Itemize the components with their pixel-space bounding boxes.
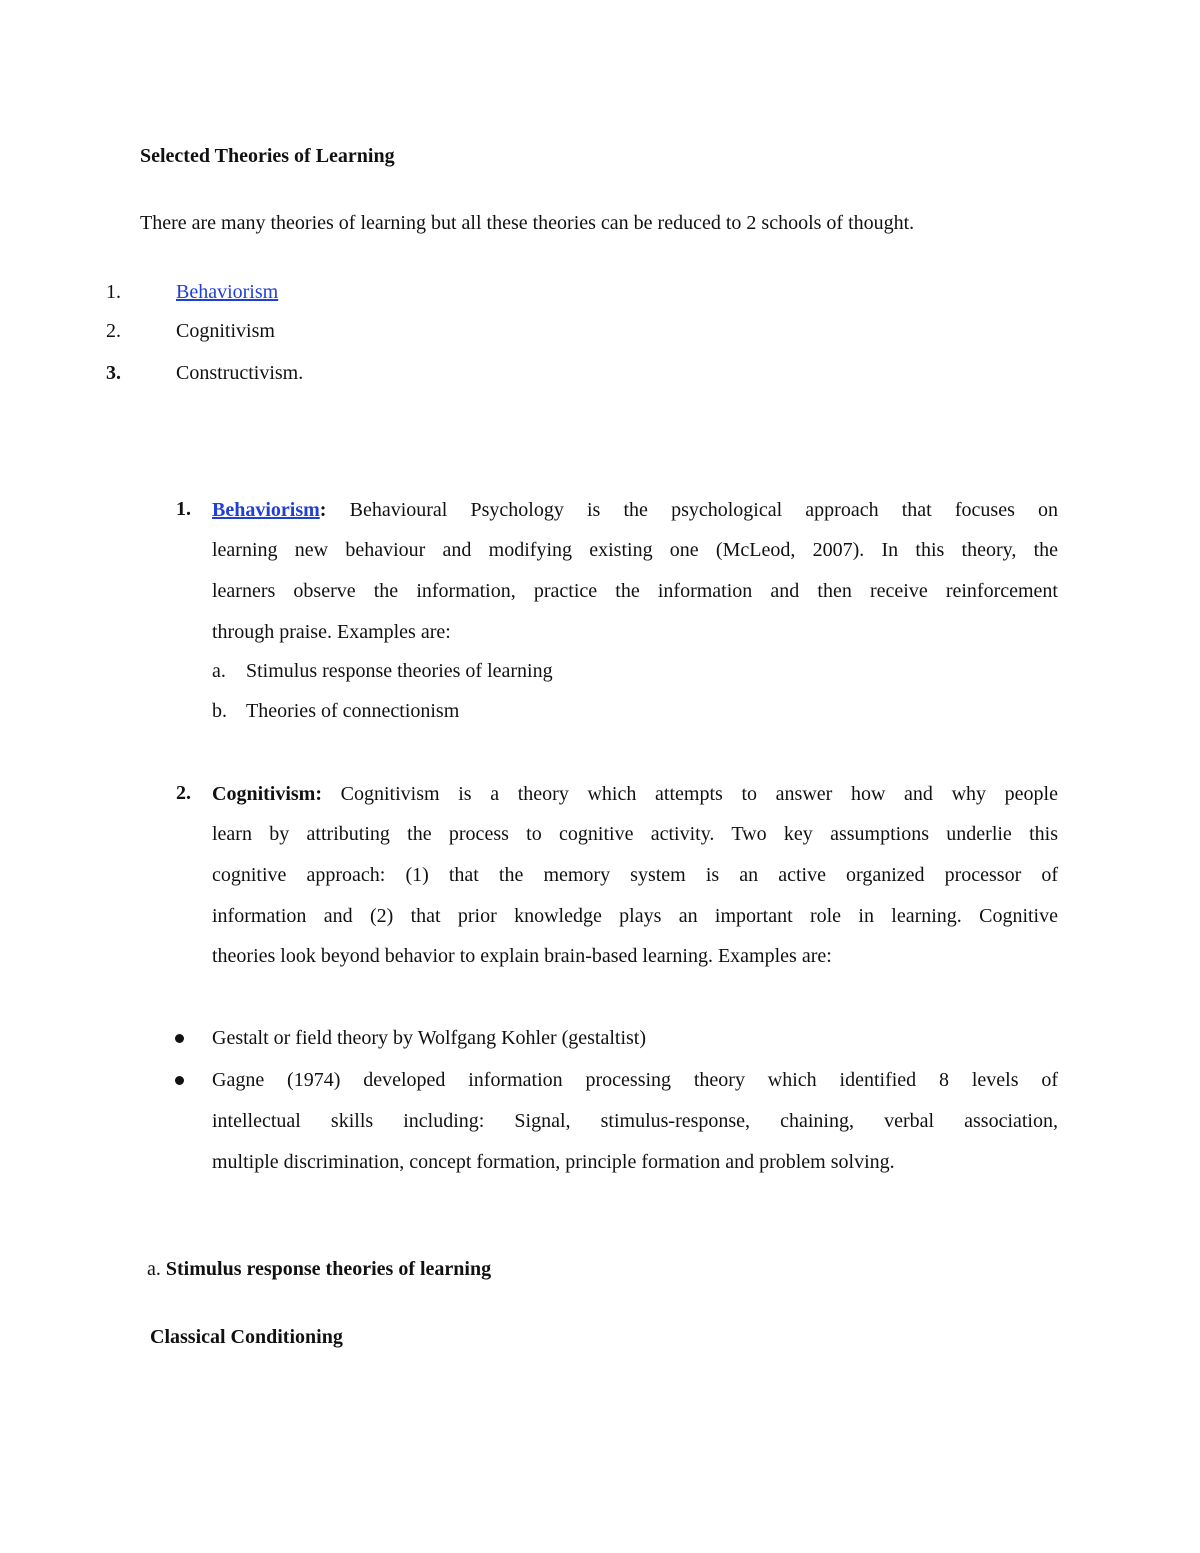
subheading-classical-conditioning: Classical Conditioning [150,1326,343,1348]
subheading-text: Stimulus response theories of learning [165,1258,492,1280]
behaviorism-link[interactable]: Behaviorism [176,281,279,303]
top-list-number: 1. [106,281,121,303]
document-title: Selected Theories of Learning [140,145,395,167]
section-behaviorism-line-3: learners observe the information, practice the information and then receive reinforcement [212,580,1058,602]
example-letter: a. [212,660,226,682]
section-number: 1. [176,498,191,520]
bullet-icon [175,1034,184,1043]
section-cognitivism-text: Cognitivism is a theory which attempts to answer how and why people [340,783,1058,805]
top-list-label: Cognitivism [176,320,275,342]
intro-paragraph: There are many theories of learning but all these theories can be reduced to 2 schools of thought. [140,212,915,234]
bullet-icon [175,1076,184,1085]
section-behaviorism-text: Behavioural Psychology is the psychological approach that focuses on [349,499,1059,521]
section-behaviorism-line-2: learning new behaviour and modifying existing one (McLeod, 2007). In this theory, the [212,539,1058,561]
behaviorism-heading-link[interactable]: Behaviorism [212,499,320,521]
top-list-number: 3. [106,362,121,384]
bullet-line: multiple discrimination, concept formation, principle formation and problem solving. [212,1151,895,1173]
bullet-line: intellectual skills including: Signal, stimulus-response, chaining, verbal association, [212,1110,1058,1132]
subheading-stimulus-response [147,1258,491,1281]
section-cognitivism-line-5: theories look beyond behavior to explain brain-based learning. Examples are: [212,945,832,967]
example-text: Theories of connectionism [246,700,460,722]
section-cognitivism-line-4: information and (2) that prior knowledge plays an important role in learning. Cognitive [212,905,1058,927]
section-number: 2. [176,782,191,804]
section-cognitivism-line-1 [212,782,1058,806]
section-cognitivism-line-2: learn by attributing the process to cognitive activity. Two key assumptions underlie this [212,823,1058,845]
cognitivism-heading: Cognitivism: [212,783,322,805]
top-list-number: 2. [106,320,121,342]
top-list-label: Constructivism. [176,362,304,384]
subheading-prefix: a. [147,1258,161,1280]
section-behaviorism-line-4: through praise. Examples are: [212,621,451,643]
section-cognitivism-line-3: cognitive approach: (1) that the memory system is an active organized processor of [212,864,1058,886]
bullet-line: Gagne (1974) developed information processing theory which identified 8 levels of [212,1069,1058,1091]
example-letter: b. [212,700,227,722]
heading-colon: : [319,499,327,521]
bullet-line: Gestalt or field theory by Wolfgang Kohler (gestaltist) [212,1027,647,1049]
example-text: Stimulus response theories of learning [246,660,553,682]
section-behaviorism-line-1 [212,498,1058,522]
